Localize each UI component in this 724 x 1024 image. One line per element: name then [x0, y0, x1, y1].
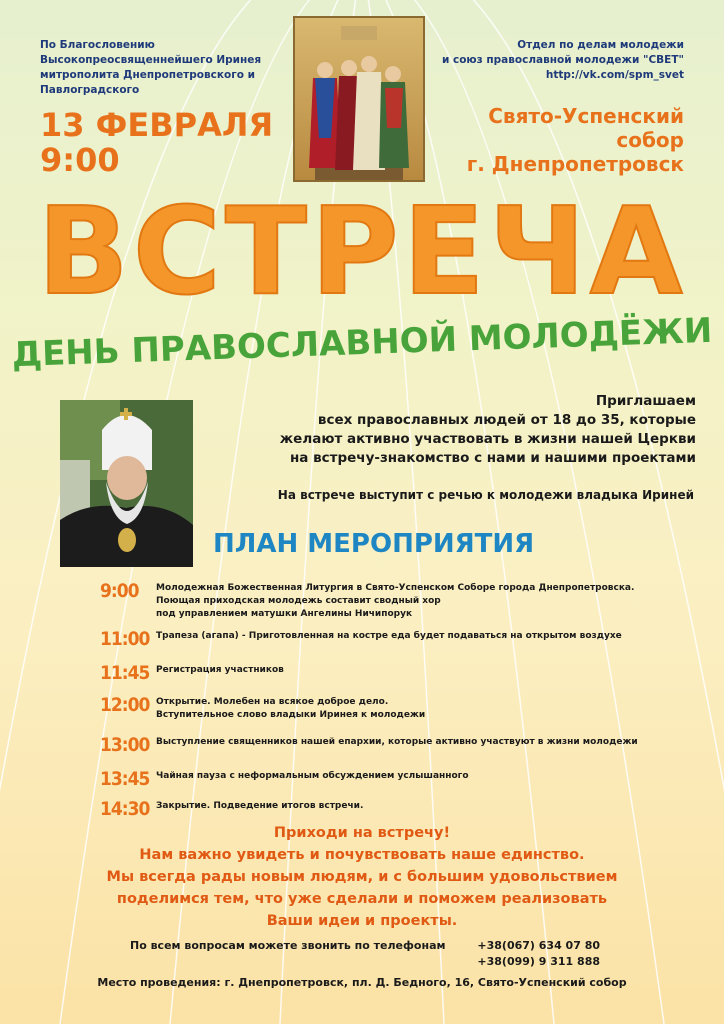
blessing-line: митрополита Днепропетровского и	[40, 69, 255, 81]
invitation-line: всех православных людей от 18 до 35, которые	[317, 412, 696, 428]
schedule-line: Вступительное слово владыки Иринея к молодежи	[156, 710, 426, 720]
invitation-line: Приглашаем	[595, 393, 696, 409]
blessing-line: По Благословению	[40, 39, 155, 51]
icon-image	[293, 16, 425, 182]
closing-line: Мы всегда рады новым людям, и с большим удовольствием	[106, 869, 618, 885]
schedule-item	[100, 580, 700, 621]
schedule-item	[100, 734, 700, 756]
contact-label: По всем вопросам можете звонить по телефонам	[130, 939, 446, 952]
schedule-item	[100, 694, 700, 722]
venue-line: собор	[616, 128, 684, 152]
schedule-item	[100, 628, 700, 650]
invitation-line: желают активно участвовать в жизни нашей Церкви	[279, 431, 696, 447]
organizer-link[interactable]: http://vk.com/spm_svet	[545, 69, 684, 81]
schedule-description	[156, 734, 638, 749]
schedule-description	[156, 662, 284, 677]
schedule-description	[156, 798, 363, 813]
venue-text	[434, 104, 684, 176]
schedule-time: 12:00	[100, 694, 150, 716]
speaker-note: На встрече выступит с речью к молодежи владыка Ириней	[277, 488, 694, 502]
closing-line: Ваши идеи и проекты.	[266, 913, 458, 929]
schedule-description	[156, 768, 469, 783]
schedule-description	[156, 580, 634, 621]
closing-line: Нам важно увидеть и почувствовать наше единство.	[139, 847, 585, 863]
closing-message	[0, 822, 724, 932]
schedule-time: 13:45	[100, 768, 150, 790]
schedule-description	[156, 628, 622, 643]
schedule-item	[100, 768, 700, 790]
schedule-item	[100, 662, 700, 684]
schedule-description	[156, 694, 425, 722]
schedule-line: Поющая приходская молодежь составит сводный хор	[156, 596, 441, 606]
invitation-line: на встречу-знакомство с нами и нашими проектами	[289, 450, 696, 466]
venue-line: Свято-Успенский	[488, 104, 684, 128]
event-date: 13 ФЕВРАЛЯ	[40, 106, 274, 144]
main-title: ВСТРЕЧА	[37, 183, 687, 322]
schedule-line: Регистрация участников	[156, 665, 284, 675]
schedule-line: Закрытие. Подведение итогов встречи.	[156, 801, 364, 811]
closing-line: Приходи на встречу!	[273, 825, 451, 841]
schedule-time: 9:00	[100, 580, 139, 602]
organizer-text	[394, 38, 684, 83]
invitation-text	[196, 392, 696, 468]
schedule-line: Выступление священников нашей епархии, которые активно участвуют в жизни молодежи	[156, 737, 638, 747]
schedule-line: Чайная пауза с неформальным обсуждением услышанного	[156, 771, 469, 781]
organizer-line: Отдел по делам молодежи	[517, 39, 684, 51]
schedule-line: Молодежная Божественная Литургия в Свято-Успенском Соборе города Днепропетровска.	[156, 583, 635, 593]
schedule-time: 14:30	[100, 798, 150, 820]
venue-line: г. Днепропетровск	[466, 152, 684, 176]
metropolitan-photo	[60, 400, 193, 567]
organizer-line: и союз православной молодежи "СВЕТ"	[441, 54, 684, 66]
blessing-line: Павлоградского	[40, 84, 140, 96]
subtitle: ДЕНЬ ПРАВОСЛАВНОЙ МОЛОДЁЖИ	[11, 310, 713, 376]
event-location: Место проведения: г. Днепропетровск, пл. Д. Бедного, 16, Свято-Успенский собор	[97, 976, 627, 989]
schedule-time: 11:45	[100, 662, 150, 684]
contact-block	[130, 938, 600, 970]
blessing-line: Высокопреосвященнейшего Иринея	[40, 54, 262, 66]
blessing-text	[40, 38, 290, 98]
schedule-time: 13:00	[100, 734, 150, 756]
plan-title: ПЛАН МЕРОПРИЯТИЯ	[213, 529, 535, 559]
schedule-item	[100, 798, 700, 820]
schedule-time: 11:00	[100, 628, 150, 650]
event-time: 9:00	[40, 141, 120, 179]
schedule-line: Открытие. Молебен на всякое доброе дело.	[156, 697, 389, 707]
metropolitan-portrait-illustration	[60, 400, 193, 567]
schedule-line: под управлением матушки Ангелины Ничипорук	[156, 609, 413, 619]
phone-number-1[interactable]: +38(067) 634 07 80	[477, 939, 600, 952]
presentation-icon-illustration	[295, 18, 423, 180]
phone-number-2[interactable]: +38(099) 9 311 888	[477, 955, 600, 968]
closing-line: поделимся тем, что уже сделали и поможем реализовать	[116, 891, 608, 907]
schedule-line: Трапеза (агапа) - Приготовленная на костре еда будет подаваться на открытом воздухе	[156, 631, 622, 641]
